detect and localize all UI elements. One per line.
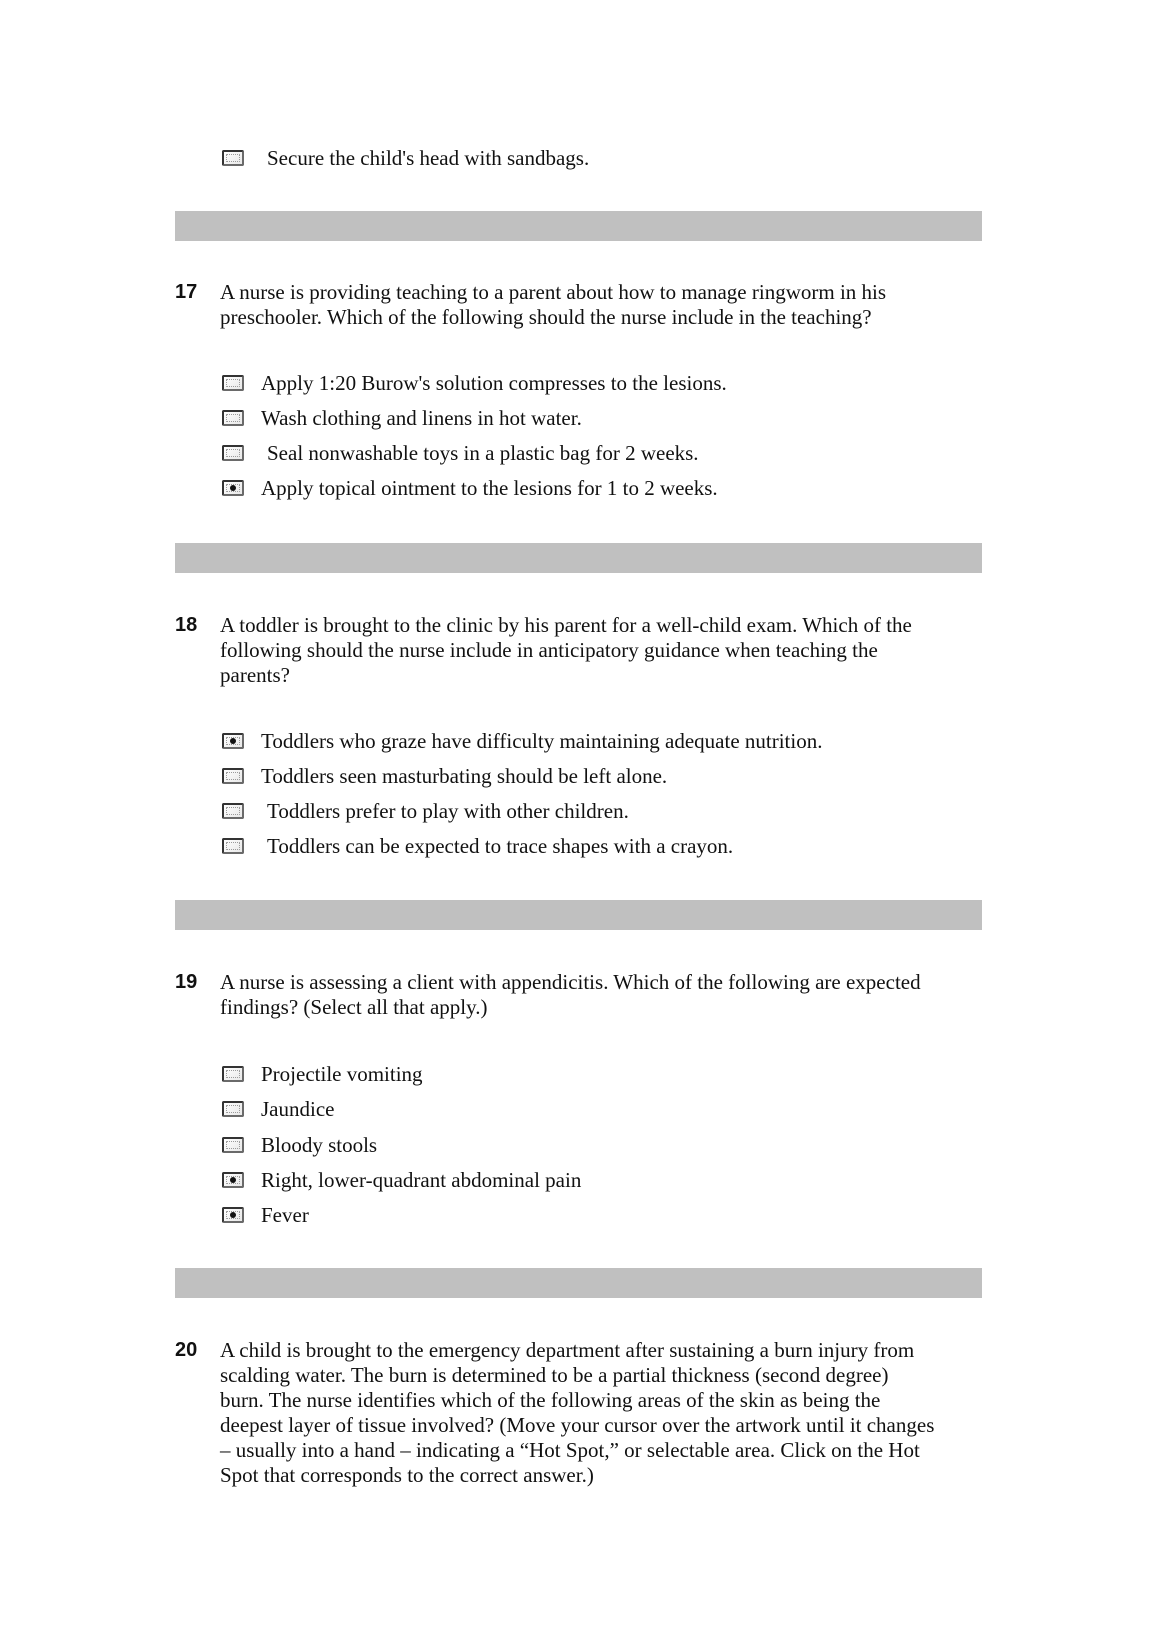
option-label: Seal nonwashable toys in a plastic bag for 2 weeks. bbox=[267, 441, 699, 465]
option-label: Toddlers can be expected to trace shapes with a crayon. bbox=[267, 834, 734, 858]
question-separator bbox=[175, 543, 982, 573]
option-label: Toddlers who graze have difficulty maintaining adequate nutrition. bbox=[261, 729, 823, 753]
answer-option[interactable] bbox=[222, 797, 629, 825]
option-label: Wash clothing and linens in hot water. bbox=[261, 406, 582, 430]
checkbox-icon[interactable] bbox=[222, 445, 244, 461]
answer-option[interactable] bbox=[222, 439, 699, 467]
checkbox-icon[interactable] bbox=[222, 768, 244, 784]
question-text-line: burn. The nurse identifies which of the following areas of the skin as being the bbox=[220, 1388, 881, 1412]
question-text-line: A toddler is brought to the clinic by his parent for a well-child exam. Which of the bbox=[220, 613, 912, 637]
option-label: Apply topical ointment to the lesions for 1 to 2 weeks. bbox=[261, 476, 718, 500]
question-separator bbox=[175, 900, 982, 930]
question-number: 20 bbox=[175, 1339, 198, 1361]
question-text-line: A child is brought to the emergency department after sustaining a burn injury from bbox=[220, 1338, 915, 1362]
question-text-line: following should the nurse include in anticipatory guidance when teaching the bbox=[220, 638, 878, 662]
answer-option[interactable] bbox=[222, 832, 733, 860]
question-text-line: deepest layer of tissue involved? (Move your cursor over the artwork until it changes bbox=[220, 1413, 935, 1437]
checkbox-icon[interactable] bbox=[222, 410, 244, 426]
option-label: Secure the child's head with sandbags. bbox=[267, 146, 590, 170]
option-label: Right, lower-quadrant abdominal pain bbox=[261, 1168, 582, 1192]
question-number: 19 bbox=[175, 971, 198, 993]
answer-option[interactable] bbox=[222, 762, 667, 790]
question-text-line: scalding water. The burn is determined to be a partial thickness (second degree) bbox=[220, 1363, 889, 1387]
option-label: Apply 1:20 Burow's solution compresses to the lesions. bbox=[261, 371, 727, 395]
question-text bbox=[220, 970, 985, 1020]
checkbox-checked-icon[interactable] bbox=[222, 733, 244, 749]
answer-option[interactable] bbox=[222, 1201, 309, 1229]
question-text-line: Spot that corresponds to the correct answer.) bbox=[220, 1463, 594, 1487]
checkbox-checked-icon[interactable] bbox=[222, 480, 244, 496]
question-text-line: A nurse is providing teaching to a parent about how to manage ringworm in his bbox=[220, 280, 887, 304]
answer-option[interactable] bbox=[222, 1166, 581, 1194]
option-label: Bloody stools bbox=[261, 1133, 378, 1157]
checkbox-icon[interactable] bbox=[222, 803, 244, 819]
option-label: Toddlers seen masturbating should be left alone. bbox=[261, 764, 668, 788]
question-number: 18 bbox=[175, 614, 198, 636]
answer-option[interactable] bbox=[222, 474, 718, 502]
question-text-line: preschooler. Which of the following should the nurse include in the teaching? bbox=[220, 305, 872, 329]
question-text-line: – usually into a hand – indicating a “Hot Spot,” or selectable area. Click on the Hot bbox=[220, 1438, 920, 1462]
question-text-line: A nurse is assessing a client with appendicitis. Which of the following are expected bbox=[220, 970, 921, 994]
question-text bbox=[220, 1338, 985, 1488]
question-separator bbox=[175, 211, 982, 241]
answer-option[interactable] bbox=[222, 404, 582, 432]
answer-option[interactable] bbox=[222, 1131, 377, 1159]
option-label: Fever bbox=[261, 1203, 309, 1227]
question-text-line: findings? (Select all that apply.) bbox=[220, 995, 488, 1019]
answer-option[interactable] bbox=[222, 1095, 334, 1123]
checkbox-icon[interactable] bbox=[222, 1066, 244, 1082]
option-label: Projectile vomiting bbox=[261, 1062, 423, 1086]
option-label: Jaundice bbox=[261, 1097, 335, 1121]
checkbox-checked-icon[interactable] bbox=[222, 1172, 244, 1188]
question-text bbox=[220, 280, 985, 330]
answer-option[interactable] bbox=[222, 1060, 423, 1088]
question-separator bbox=[175, 1268, 982, 1298]
option-label: Toddlers prefer to play with other children. bbox=[267, 799, 629, 823]
answer-option[interactable] bbox=[222, 144, 589, 172]
checkbox-icon[interactable] bbox=[222, 1101, 244, 1117]
checkbox-icon[interactable] bbox=[222, 1137, 244, 1153]
question-text bbox=[220, 613, 985, 688]
checkbox-icon[interactable] bbox=[222, 150, 244, 166]
answer-option[interactable] bbox=[222, 727, 822, 755]
checkbox-icon[interactable] bbox=[222, 838, 244, 854]
checkbox-checked-icon[interactable] bbox=[222, 1207, 244, 1223]
checkbox-icon[interactable] bbox=[222, 375, 244, 391]
answer-option[interactable] bbox=[222, 369, 727, 397]
question-number: 17 bbox=[175, 281, 198, 303]
question-text-line: parents? bbox=[220, 663, 290, 687]
